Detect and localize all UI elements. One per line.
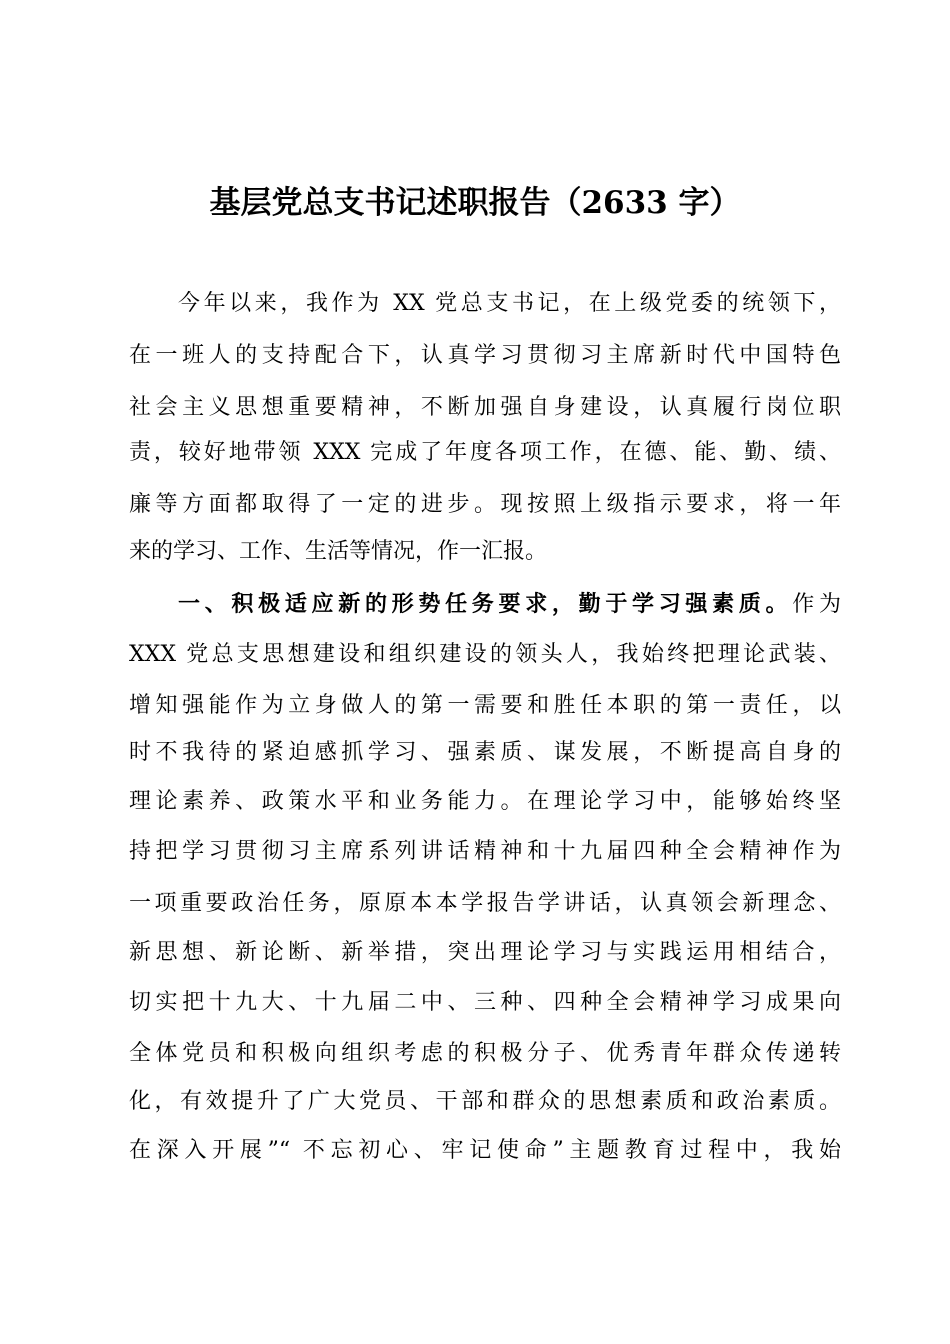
paragraph-1-line: 在一班人的支持配合下，认真学习贯彻习主席新时代中国特色 xyxy=(129,343,841,368)
paragraph-1-line: 今年以来，我作为 XX 党总支书记，在上级党委的统领下， xyxy=(178,291,841,316)
paragraph-2-line: 理论素养、政策水平和业务能力。在理论学习中，能够始终坚 xyxy=(129,789,841,814)
paragraph-2-line: XXX 党总支思想建设和组织建设的领头人，我始终把理论武装、 xyxy=(129,642,841,667)
section-heading: 一、积极适应新的形势任务要求，勤于学习强素质。 xyxy=(178,592,793,617)
paragraph-2-line: 在深入开展”“ 不忘初心、牢记使命”主题教育过程中，我始 xyxy=(129,1138,841,1163)
paragraph-1-line: 廉等方面都取得了一定的进步。现按照上级指示要求，将一年 xyxy=(129,492,841,517)
paragraph-2-line: 增知强能作为立身做人的第一需要和胜任本职的第一责任，以 xyxy=(129,693,841,718)
paragraph-2-line: 持把学习贯彻习主席系列讲话精神和十九届四种全会精神作为 xyxy=(129,839,841,864)
paragraph-2-line: 一项重要政治任务，原原本本学报告学讲话，认真领会新理念、 xyxy=(129,891,841,916)
paragraph-2-line: 时不我待的紧迫感抓学习、强素质、谋发展，不断提高自身的 xyxy=(129,740,841,765)
paragraph-2-first-line xyxy=(178,585,841,625)
paragraph-2-line: 切实把十九大、十九届二中、三种、四种全会精神学习成果向 xyxy=(129,990,841,1015)
paragraph-2-line: 新思想、新论断、新举措，突出理论学习与实践运用相结合， xyxy=(129,940,841,965)
paragraph-2-first-line-rest: 作为 xyxy=(792,592,841,617)
paragraph-1-line: 社会主义思想重要精神，不断加强自身建设，认真履行岗位职 xyxy=(129,395,841,420)
paragraph-2-line: 化，有效提升了广大党员、干部和群众的思想素质和政治素质。 xyxy=(129,1089,841,1114)
paragraph-1-line: 来的学习、工作、生活等情况，作一汇报。 xyxy=(129,539,548,564)
document-title: 基层党总支书记述职报告（2633 字） xyxy=(209,185,741,221)
paragraph-1-line: 责，较好地带领 XXX 完成了年度各项工作，在德、能、勤、绩、 xyxy=(129,440,841,465)
paragraph-2-line: 全体党员和积极向组织考虑的积极分子、优秀青年群众传递转 xyxy=(129,1041,841,1066)
